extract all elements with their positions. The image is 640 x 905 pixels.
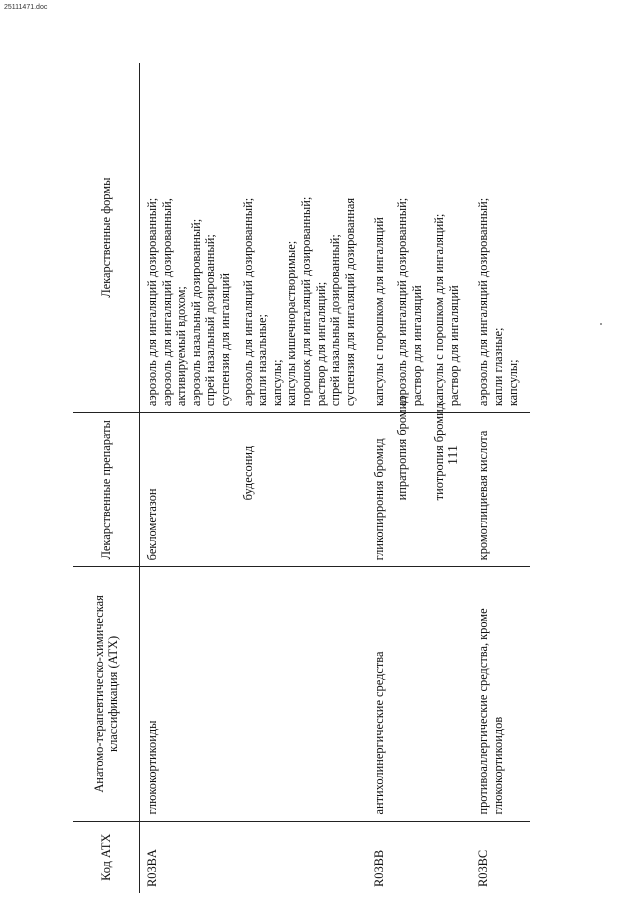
drug-block [394,396,424,560]
forms-cell [140,63,368,413]
drug-name: беклометазон [145,488,159,561]
atc-classification: антихолинергические средства [367,567,471,821]
table-row [140,63,368,893]
table-row [367,63,471,893]
header-forms: Лекарственные формы [73,63,140,413]
atc-code: R03BB [372,849,387,887]
drug-cell [140,413,368,567]
atc-table [73,63,530,893]
drug-name: кромоглициевая кислота [476,430,491,561]
dosage-form: спрей назальный дозированный; [203,234,218,407]
dosage-form: аэрозоль для ингаляций дозированный, [159,198,174,407]
atc-code: R03BC [476,849,491,887]
forms-block [395,69,424,406]
table-row [471,63,530,893]
drug-block [372,419,387,560]
atc-code: R03BA [145,849,159,887]
dosage-form: капли назальные; [255,314,270,407]
drug-cell [367,396,471,567]
dosage-form: аэрозоль назальный дозированный; [188,218,203,407]
drug-block [145,419,233,560]
dosage-form: раствор для ингаляций [409,285,424,407]
header-drugs: Лекарственные препараты [73,413,140,567]
drug-block [476,419,520,560]
table-body [140,63,531,893]
forms-block [476,69,520,406]
drug-name: ипратропия бромид [394,396,409,501]
dosage-form: капсулы; [269,359,284,407]
table-header-row [73,63,140,893]
page-number: 111 [446,445,461,465]
atc-classification: противоаллергические средства, кроме глюкокортикоидов [471,567,530,821]
drug-cell [471,413,530,567]
atc-classification: глюкокортикоиды [140,567,368,821]
dosage-form: раствор для ингаляций [446,285,461,407]
dosage-form: аэрозоль для ингаляций дозированный; [240,197,255,407]
drug-name: тиотропия бромид [432,403,447,501]
dosage-form: раствор для ингаляций; [313,281,328,407]
forms-block [432,69,461,406]
dosage-form: капсулы кишечнорастворимые; [284,240,299,407]
forms-block [372,69,387,406]
footer-filename: 25111471.doc [4,4,48,11]
dosage-form: аэрозоль для ингаляций дозированный; [394,197,409,407]
forms-block [145,69,233,406]
drug-name: гликопиррония бромид [372,438,387,561]
forms-cell [367,63,471,413]
drug-block [241,419,358,560]
dosage-form: аэрозоль для ингаляций дозированный; [476,197,491,407]
dosage-form: капсулы с порошком для ингаляций; [432,213,447,407]
drug-name: будесонид [240,445,255,501]
dosage-form: суспензия для ингаляций дозированная [342,197,357,407]
dosage-form: капсулы с порошком для ингаляций [372,217,387,407]
dosage-form: капсулы; [505,359,520,407]
forms-cell [471,63,530,413]
header-classification: Анатомо-терапевтическо-химическая классификация (АТХ) [73,567,140,821]
scan-speck [600,323,602,325]
drug-block [432,403,461,560]
header-code: Код АТХ [73,821,140,893]
dosage-form: спрей назальный дозированный; [328,234,343,407]
forms-block [241,69,358,406]
dosage-form: капли глазные; [490,327,505,407]
dosage-form: суспензия для ингаляций [217,273,232,407]
dosage-form: порошок для ингаляций дозированный; [298,196,313,407]
dosage-form: аэрозоль для ингаляций дозированный; [145,197,159,407]
dosage-form: активируемый вдохом; [174,286,189,407]
